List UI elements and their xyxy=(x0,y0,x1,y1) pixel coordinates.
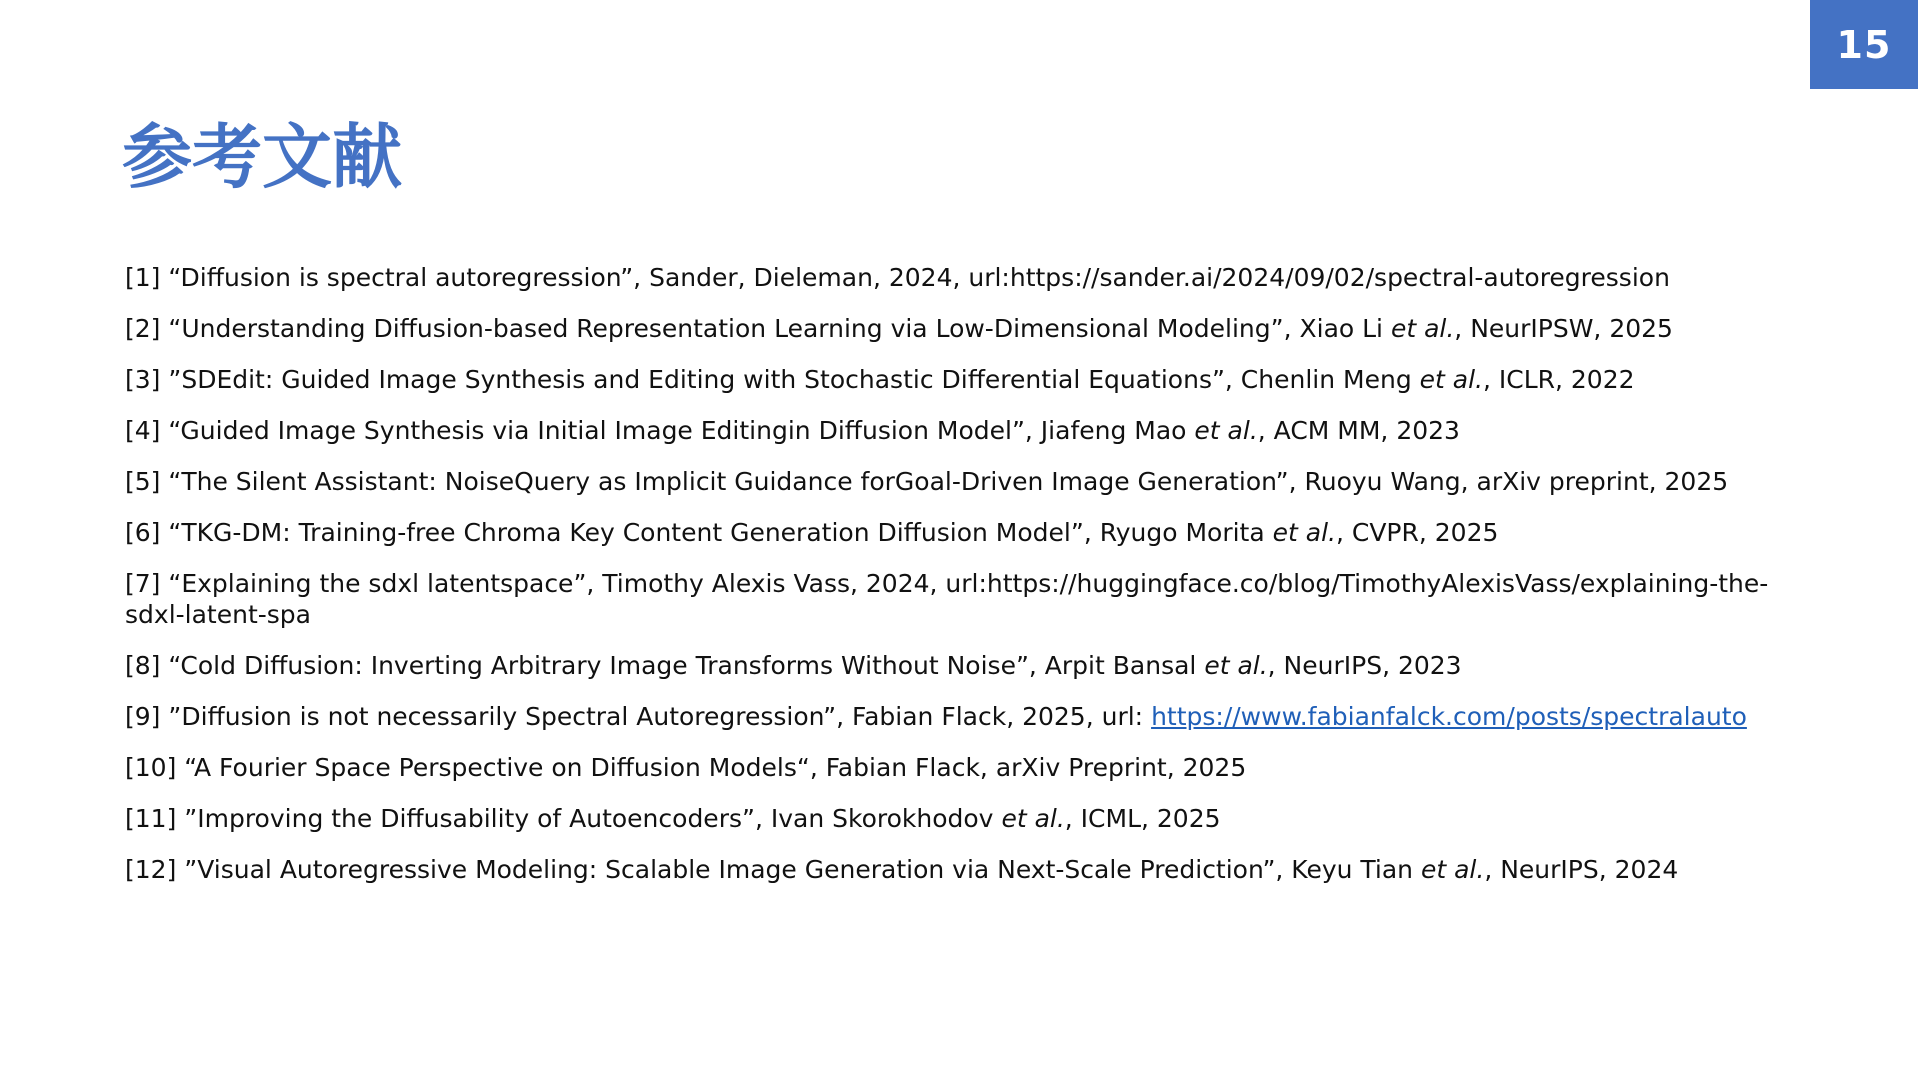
et-al: et al. xyxy=(1390,314,1455,343)
reference-item-2 xyxy=(125,313,1805,344)
reference-venue: , NeurIPS, 2023 xyxy=(1267,651,1462,680)
et-al: et al. xyxy=(1419,365,1483,394)
reference-item-3 xyxy=(125,364,1805,395)
reference-text: “A Fourier Space Perspective on Diffusion Models“, Fabian Flack, arXiv Preprint, 2025 xyxy=(184,753,1247,782)
reference-number: [8] xyxy=(125,651,161,680)
reference-number: [6] xyxy=(125,518,161,547)
reference-text: “Diffusion is spectral autoregression”, Sander, Dieleman, 2024, url:https://sander.ai/2024/09/02/spectral-autoregression xyxy=(168,263,1670,292)
reference-number: [2] xyxy=(125,314,161,343)
et-al: et al. xyxy=(1194,416,1258,445)
reference-venue: , ICLR, 2022 xyxy=(1482,365,1635,394)
reference-item-1 xyxy=(125,262,1805,293)
reference-number: [1] xyxy=(125,263,161,292)
reference-item-10 xyxy=(125,752,1805,783)
reference-number: [9] xyxy=(125,702,161,731)
reference-item-12 xyxy=(125,854,1805,885)
page-title: 参考文献 xyxy=(122,116,402,198)
reference-text: ”SDEdit: Guided Image Synthesis and Editing with Stochastic Differential Equations”, Chenlin Meng xyxy=(168,365,1412,394)
reference-text: ”Diffusion is not necessarily Spectral Autoregression”, Fabian Flack, 2025, url: xyxy=(168,702,1144,731)
reference-text: “The Silent Assistant: NoiseQuery as Implicit Guidance forGoal-Driven Image Generation”, Ruoyu Wang, arXiv preprint, 2025 xyxy=(168,467,1729,496)
reference-item-4 xyxy=(125,415,1805,446)
reference-item-5 xyxy=(125,466,1805,497)
et-al: et al. xyxy=(1204,651,1268,680)
reference-text: “Cold Diffusion: Inverting Arbitrary Image Transforms Without Noise”, Arpit Bansal xyxy=(168,651,1197,680)
reference-text: “TKG-DM: Training-free Chroma Key Content Generation Diffusion Model”, Ryugo Morita xyxy=(168,518,1265,547)
reference-number: [11] xyxy=(125,804,177,833)
et-al: et al. xyxy=(1420,855,1485,884)
reference-text: “Understanding Diffusion-based Representation Learning via Low-Dimensional Modeling”, Xiao Li xyxy=(168,314,1383,343)
reference-item-11 xyxy=(125,803,1805,834)
reference-text: ”Visual Autoregressive Modeling: Scalable Image Generation via Next-Scale Prediction”, Keyu Tian xyxy=(184,855,1414,884)
reference-item-6 xyxy=(125,517,1805,548)
reference-number: [12] xyxy=(125,855,177,884)
page-number-badge xyxy=(1810,0,1918,89)
reference-item-9 xyxy=(125,701,1805,732)
reference-item-8 xyxy=(125,650,1805,681)
reference-number: [4] xyxy=(125,416,161,445)
reference-text: “Guided Image Synthesis via Initial Image Editingin Diffusion Model”, Jiafeng Mao xyxy=(168,416,1187,445)
et-al: et al. xyxy=(1272,518,1336,547)
page-number: 15 xyxy=(1836,22,1892,67)
reference-number: [10] xyxy=(125,753,177,782)
reference-venue: , CVPR, 2025 xyxy=(1335,518,1499,547)
reference-item-7 xyxy=(125,568,1785,630)
reference-text: “Explaining the sdxl latentspace”, Timothy Alexis Vass, 2024, url:https://huggingface.co/blog/TimothyAlexisVass/explaining-the-sdxl-latent-spa xyxy=(125,569,1769,629)
reference-list xyxy=(125,262,1805,905)
reference-number: [5] xyxy=(125,467,161,496)
reference-venue: , ICML, 2025 xyxy=(1064,804,1221,833)
reference-venue: , ACM MM, 2023 xyxy=(1257,416,1460,445)
reference-venue: , NeurIPS, 2024 xyxy=(1484,855,1679,884)
reference-link[interactable]: https://www.fabianfalck.com/posts/spectralauto xyxy=(1151,702,1747,731)
reference-number: [7] xyxy=(125,569,161,598)
reference-number: [3] xyxy=(125,365,161,394)
reference-text: ”Improving the Diffusability of Autoencoders”, Ivan Skorokhodov xyxy=(184,804,994,833)
reference-venue: , NeurIPSW, 2025 xyxy=(1454,314,1673,343)
et-al: et al. xyxy=(1001,804,1065,833)
